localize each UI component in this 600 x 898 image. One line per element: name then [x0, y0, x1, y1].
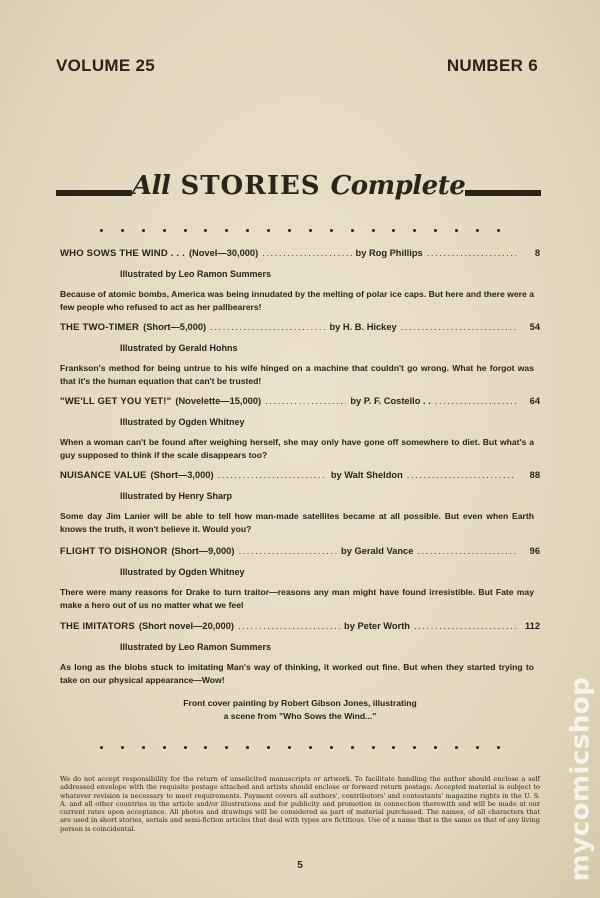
volume-header [56, 56, 538, 76]
story-author: by Walt Sheldon [330, 470, 403, 480]
story-heading [60, 621, 540, 632]
story-author: by Gerald Vance [341, 546, 414, 556]
story-blurb: Because of atomic bombs, America was being innudated by the melting of polar ice caps. But here and there were a few people who refused to act as her pallbearers! [60, 289, 534, 312]
story-entry [60, 470, 540, 536]
story-blurb: Frankson's method for being untrue to his wife hinged on a machine that couldn't go wrong. What he forgot was that it's the human equation that can't be trusted! [60, 363, 534, 386]
story-blurb: When a woman can't be found after weighing herself, she may only have gone off somewhere to diet. But what's a guy supposed to think if the scale disappears too? [60, 437, 534, 460]
dot-leader [262, 248, 351, 258]
dot-leader [238, 546, 337, 556]
dot-leader [210, 322, 325, 332]
story-title: NUISANCE VALUE [60, 470, 147, 481]
story-page-number: 88 [529, 470, 541, 480]
story-entry [60, 396, 540, 462]
title-right-rule [465, 190, 541, 196]
title-stories: STORIES [180, 171, 321, 201]
story-blurb: There were many reasons for Drake to turn traitor—reasons any man might have found irresistible. But Fate may make a hero out of us no matter what we feel [60, 587, 534, 610]
story-length: (Novel—30,000) [188, 248, 259, 258]
cover-credit-line-1: Front cover painting by Robert Gibson Jones, illustrating [183, 698, 417, 708]
volume-label: VOLUME 25 [56, 56, 156, 75]
story-author: by Rog Phillips [355, 248, 423, 258]
story-title: FLIGHT TO DISHONOR [60, 546, 168, 557]
story-length: (Short—3,000) [150, 470, 214, 480]
story-title: WHO SOWS THE WIND . . . [60, 248, 185, 259]
story-heading [60, 546, 540, 557]
story-length: (Short—5,000) [143, 322, 207, 332]
watermark-text: mycomicshop [565, 676, 596, 882]
dot-leader [417, 546, 516, 556]
issue-number-label: NUMBER 6 [446, 56, 538, 75]
page-number: 5 [297, 860, 303, 871]
story-heading [60, 322, 540, 333]
story-illustrator: Illustrated by Gerald Hohns [120, 343, 238, 353]
story-page-number: 54 [529, 322, 541, 332]
story-page-number: 112 [525, 621, 541, 631]
story-author: by H. B. Hickey [329, 322, 397, 332]
dot-leader [414, 621, 516, 631]
cover-credit-line-2: a scene from "Who Sows the Wind..." [223, 711, 377, 721]
story-title: THE IMITATORS [60, 621, 135, 632]
dot-leader [407, 470, 516, 480]
legal-disclaimer: We do not accept responsibility for the return of unsolicited manuscripts or artwork. To facilitate handling the author should enclose a self addressed envelope with the requisite postage attached and artists should enclose or forward return postage. Accepted material is subject to whatever revision is necessary to meet requirements. Payment covers all authors', contributors' and contestants' magazine rights in the U. S. A. and all other countries in the article and/or illustrations and for publicity and promotion in connection therewith and will be made at our current rates upon acceptance. All photos and drawings will be considered as part of material purchased. The names, of all characters that are used in short stories, serials and semi-fiction articles that deal with types are fictitious. Use of a name that is the same as that of any living person is coincidental. [60, 775, 540, 833]
dot-leader [435, 396, 516, 406]
story-title: THE TWO-TIMER [60, 322, 140, 333]
dot-leader [238, 621, 340, 631]
title-left-rule [56, 190, 132, 196]
dot-leader [218, 470, 327, 480]
story-length: (Short—9,000) [171, 546, 235, 556]
story-blurb: As long as the blobs stuck to imitating Man's way of thinking, it worked out fine. But when they started trying to take on our physical appearance—Wow! [60, 662, 534, 685]
watermark [558, 660, 600, 898]
story-length: (Novelette—15,000) [175, 396, 262, 406]
story-page-number: 96 [529, 546, 541, 556]
story-title: "WE'LL GET YOU YET!" [60, 396, 172, 407]
story-illustrator: Illustrated by Ogden Whitney [120, 567, 245, 577]
dot-divider-bottom [100, 746, 500, 749]
story-illustrator: Illustrated by Leo Ramon Summers [120, 642, 272, 652]
story-entry [60, 248, 540, 314]
story-entry [60, 546, 540, 612]
cover-credit [100, 697, 500, 723]
contents-title [56, 166, 540, 206]
story-author: by P. F. Costello . . [350, 396, 431, 406]
story-page-number: 64 [529, 396, 541, 406]
story-entry [60, 621, 540, 687]
dot-leader [427, 248, 516, 258]
story-illustrator: Illustrated by Henry Sharp [120, 491, 233, 501]
story-blurb: Some day Jim Lanier will be able to tell how man-made satellites became at all possible. But even when Earth knows the truth, it won't believe it. Would you? [60, 511, 534, 534]
story-heading [60, 396, 540, 407]
story-heading [60, 248, 540, 259]
story-illustrator: Illustrated by Leo Ramon Summers [120, 269, 272, 279]
title-complete: Complete [330, 171, 466, 201]
story-entry [60, 322, 540, 388]
story-illustrator: Illustrated by Ogden Whitney [120, 417, 245, 427]
title-text [132, 171, 465, 201]
dot-leader [265, 396, 346, 406]
dot-divider-top [100, 229, 500, 232]
story-author: by Peter Worth [344, 621, 410, 631]
title-all: All [132, 171, 171, 201]
dot-leader [401, 322, 516, 332]
story-length: (Short novel—20,000) [138, 621, 234, 631]
story-heading [60, 470, 540, 481]
story-page-number: 8 [534, 248, 540, 258]
